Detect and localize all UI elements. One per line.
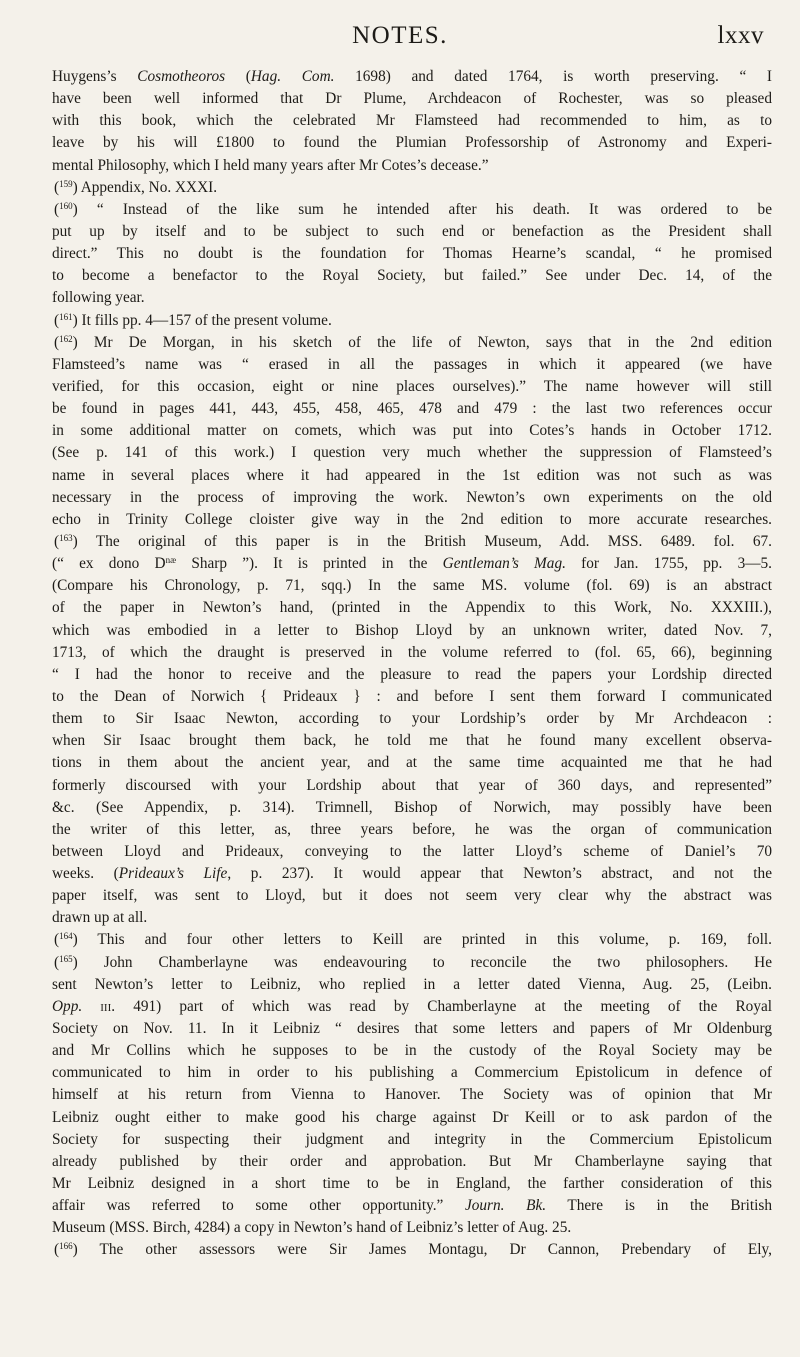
note-163: ($^{163}$) The original of this paper is in the British Museum, Add. MSS. 6489. fol. 67. [54, 532, 772, 550]
text-line: &c. (See Appendix, p. 314). Trimnell, Bishop of Norwich, may possibly have been [52, 798, 772, 816]
note-161: ($^{161}$) It fills pp. 4—157 of the present volume. [54, 311, 332, 329]
text-line: tions in them about the ancient year, and at the same time acquainted me that he had [52, 754, 772, 772]
text-line: (See p. 141 of this work.) I question very much whether the suppression of Flamsteed’s [52, 444, 772, 462]
text-line: necessary in the process of improving the work. Newton’s own experiments on the old [52, 488, 772, 506]
text-line: Opp. iii. 491) part of which was read by Chamberlayne at the meeting of the Royal [52, 997, 772, 1015]
notes-body [52, 66, 772, 1262]
note-165: ($^{165}$) John Chamberlayne was endeavouring to reconcile the two philosophers. He [54, 953, 772, 971]
note-159: ($^{159}$) Appendix, No. XXXI. [54, 178, 218, 196]
text-line: drawn up at all. [52, 909, 148, 927]
text-line: between Lloyd and Prideaux, conveying to the latter Lloyd’s scheme of Daniel’s 70 [52, 842, 772, 860]
text-line: verified, for this occasion, eight or nine places ourselves).” The name however will still [52, 377, 772, 395]
text-line: Mr Leibniz designed in a short time to be in England, the farther consideration of this [52, 1175, 772, 1193]
note-number: 160 [59, 200, 73, 211]
text-line: Society on Nov. 11. In it Leibniz “ desires that some letters and papers of Mr Oldenburg [52, 1020, 772, 1038]
text-line: in some additional matter on comets, which was put into Cotes’s hands in October 1712. [52, 422, 772, 440]
text-line: them to Sir Isaac Newton, according to your Lordship’s order by Mr Archdeacon : [52, 710, 772, 728]
text-line: echo in Trinity College cloister give way in the 2nd edition to more accurate researches. [52, 510, 772, 528]
note-160: ($^{160}$) “ Instead of the like sum he intended after his death. It was ordered to be [54, 200, 772, 218]
text-line: following year. [52, 289, 145, 307]
text-line: paper itself, was sent to Lloyd, but it does not seem very clear why the abstract was [52, 887, 772, 905]
text-line: weeks. (Prideaux’s Life, p. 237). It would appear that Newton’s abstract, and not the [52, 865, 772, 883]
running-head: NOTES. [352, 22, 448, 49]
text-line: Huygens’s Cosmotheoros (Hag. Com. 1698) and dated 1764, is worth preserving. “ I [52, 68, 772, 85]
text-line: Leibniz ought either to make good his charge against Dr Keill or to ask pardon of the [52, 1108, 772, 1126]
note-166: ($^{166}$) The other assessors were Sir James Montagu, Dr Cannon, Prebendary of Ely, [54, 1241, 772, 1259]
text-line: the writer of this letter, as, three years before, he was the organ of communication [52, 820, 772, 838]
text-line: already published by their order and approbation. But Mr Chamberlayne saying that [52, 1152, 772, 1170]
note-number: 162 [59, 333, 73, 344]
note-162: ($^{162}$) Mr De Morgan, in his sketch of the life of Newton, says that in the 2nd edition [54, 333, 772, 351]
note-number: 166 [59, 1241, 73, 1252]
text-line: (“ ex dono $D^{næ}$ Sharp ”). It is printed in the Gentleman’s Mag. for Jan. 1755, pp. 3—5. [52, 555, 772, 573]
text-line: affair was referred to some other opportunity.” Journ. Bk. There is in the British [52, 1197, 772, 1215]
text-line: and Mr Collins which he supposes to be in the custody of the Royal Society may be [52, 1042, 772, 1060]
text-line: himself at his return from Vienna to Hanover. The Society was of opinion that Mr [52, 1086, 772, 1104]
note-164: ($^{164}$) This and four other letters to Keill are printed in this volume, p. 169, foll. [54, 931, 772, 949]
text-line: “ I had the honor to receive and the pleasure to read the papers your Lordship directed [52, 665, 772, 683]
page-number: lxxv [717, 22, 764, 49]
note-number: 165 [59, 953, 73, 964]
note-number: 164 [59, 931, 73, 942]
text-line: Society for suspecting their judgment and integrity in the Commercium Epistolicum [52, 1130, 772, 1148]
text-line: put up by itself and to be subject to such end or benefaction as the President shall [52, 222, 772, 240]
text-line: of the paper in Newton’s hand, (printed in the Appendix to this Work, No. XXXIII.), [52, 599, 772, 617]
text-line: name in several places where it had appeared in the 1st edition was not such as was [52, 466, 772, 484]
text-line: when Sir Isaac brought them back, he told me that he found many excellent observa- [52, 732, 772, 750]
text-line: formerly discoursed with your Lordship about that year of 360 days, and represented” [52, 776, 772, 794]
text-line: 1713, of which the draught is preserved in the volume referred to (fol. 65, 66), beginning [52, 643, 772, 661]
note-number: 163 [59, 532, 73, 543]
text-line: with this book, which the celebrated Mr Flamsteed had recommended to him, as to [52, 112, 772, 130]
note-number: 159 [59, 178, 73, 189]
text-line: have been well informed that Dr Plume, Archdeacon of Rochester, was so pleased [52, 90, 772, 108]
text-line: be found in pages 441, 443, 455, 458, 465, 478 and 479 : the last two references occur [52, 400, 772, 418]
page-header [0, 20, 800, 56]
note-number: 161 [59, 311, 73, 322]
text-line: (Compare his Chronology, p. 71, sqq.) In the same MS. volume (fol. 69) is an abstract [52, 577, 772, 595]
text-line: mental Philosophy, which I held many years after Mr Cotes’s decease.” [52, 156, 489, 174]
text-line: Museum (MSS. Birch, 4284) a copy in Newton’s hand of Leibniz’s letter of Aug. 25. [52, 1219, 572, 1237]
text-line: leave by his will £1800 to found the Plumian Professorship of Astronomy and Experi- [52, 134, 772, 152]
text-line: to become a benefactor to the Royal Society, but failed.” See under Dec. 14, of the [52, 267, 772, 285]
text-line: direct.” This no doubt is the foundation for Thomas Hearne’s scandal, “ he promised [52, 245, 772, 263]
text-line: to the Dean of Norwich { Prideaux } : and before I sent them forward I communicated [52, 687, 772, 705]
text-line: which was embodied in a letter to Bishop Lloyd by an unknown writer, dated Nov. 7, [52, 621, 772, 639]
text-line: sent Newton’s letter to Leibniz, who replied in a letter dated Vienna, Aug. 25, (Leibn. [52, 975, 772, 993]
text-line: communicated to him in order to his publishing a Commercium Epistolicum in defence of [52, 1064, 772, 1082]
text-line: Flamsteed’s name was “ erased in all the passages in which it appeared (we have [52, 355, 772, 373]
